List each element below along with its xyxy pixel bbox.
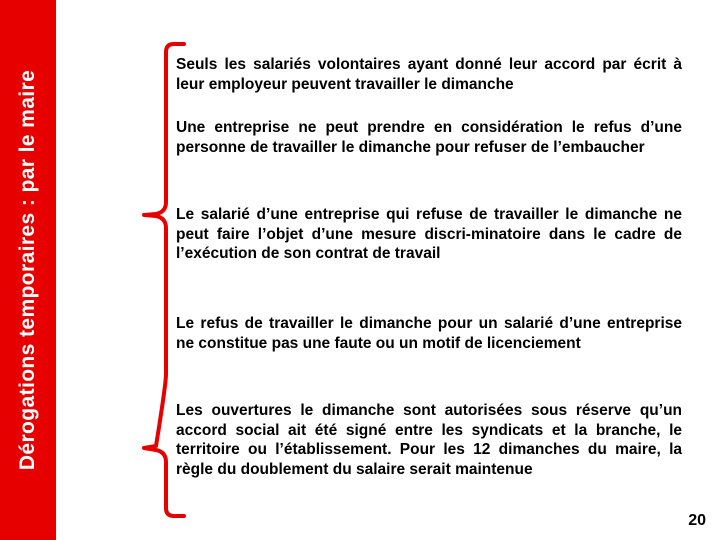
bullet-item: Le refus de travailler le dimanche pour un salarié d’une entreprise ne constitue pas une faute ou un motif de licenciement (176, 315, 682, 352)
bullet-item: Une entreprise ne peut prendre en considération le refus d’une personne de travailler le dimanche pour refuser de l’embaucher (176, 119, 682, 156)
sidebar-title: Dérogations temporaires : par le maire (16, 69, 39, 471)
page-number: 20 (688, 512, 706, 529)
bullet-item: Le salarié d’une entreprise qui refuse de travailler le dimanche ne peut faire l’objet d’une mesure discri-minatoire dans le cadre de l’exécution de son contrat de travail (176, 206, 682, 262)
sidebar-banner (0, 0, 56, 540)
bullet-item: Les ouvertures le dimanche sont autorisées sous réserve qu’un accord social ait été signé entre les syndicats et la branche, le territoire ou l’établissement. Pour les 12 dimanches du maire, la règle du doublement du salaire serait maintenue (176, 402, 682, 478)
bullet-item: Seuls les salariés volontaires ayant donné leur accord par écrit à leur employeur peuvent travailler le dimanche (176, 56, 682, 93)
